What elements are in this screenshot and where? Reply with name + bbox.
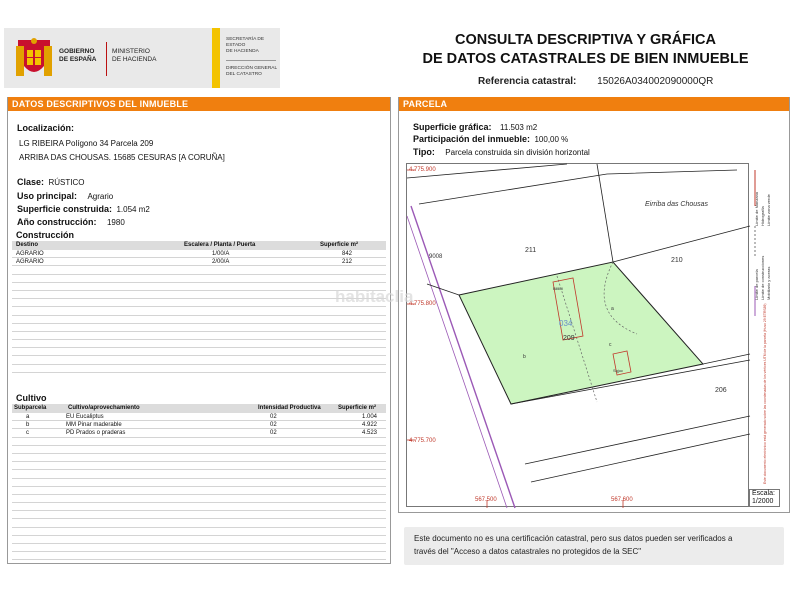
table-row	[12, 250, 386, 258]
empty-row	[12, 536, 386, 544]
parcel-boundary	[597, 164, 613, 262]
header-bold: INMUEBLE	[139, 99, 189, 109]
empty-row	[12, 552, 386, 560]
legend-item: Mobiliario y aceras	[766, 266, 771, 300]
cell-subparcela: c	[26, 430, 29, 437]
coord-y3: 4.775.700	[409, 438, 436, 444]
legend-item: Límite zona verde	[766, 194, 771, 226]
col-intensidad: Intensidad Productiva	[258, 405, 321, 411]
parcel-boundary	[525, 416, 750, 464]
empty-row	[12, 283, 386, 291]
scale-box	[749, 489, 780, 507]
ref-label: Referencia catastral:	[478, 76, 577, 87]
parcel-9008-label: 9008	[429, 254, 443, 260]
tipo-value: Parcela construida sin división horizontal	[445, 148, 590, 157]
empty-row	[12, 487, 386, 495]
place-name: Eirriba das Chousas	[645, 201, 709, 208]
construccion-table	[12, 241, 386, 373]
legend-item: Límite de parcela	[754, 269, 759, 300]
cell-intensidad: 02	[270, 422, 277, 429]
parcel-boundary	[703, 354, 750, 364]
participacion-label: Participación del inmueble:	[413, 134, 531, 144]
localizacion-line1: LG RIBEIRA Polígono 34 Parcela 209	[19, 139, 154, 148]
coat-of-arms-icon	[14, 36, 54, 82]
construccion-title: Construcción	[16, 230, 75, 240]
legend-item: Límite de construcciones	[760, 255, 765, 300]
document-title: CONSULTA DESCRIPTIVA Y GRÁFICA DE DATOS CATASTRALES DE BIEN INMUEBLE	[422, 32, 749, 67]
tipo-label: Tipo:	[413, 147, 435, 157]
empty-row	[12, 356, 386, 364]
map-legend	[752, 166, 778, 486]
empty-row	[12, 348, 386, 356]
legend-item: Hidrografía	[760, 206, 765, 226]
empty-row	[12, 299, 386, 307]
secretaria-text: SECRETARÍA DE ESTADO DE HACIENDA	[226, 37, 265, 54]
parcel-211-label: 211	[525, 247, 537, 254]
cell-intensidad: 02	[270, 430, 277, 437]
cell-intensidad: 02	[270, 414, 277, 420]
col-subparcela: Subparcela	[14, 405, 47, 411]
col-cultivo: Cultivo/aprovechamiento	[68, 405, 140, 411]
logo-divider	[106, 42, 107, 76]
cell-subparcela: b	[26, 422, 30, 429]
superficie-grafica-value: 11.503 m2	[499, 123, 538, 132]
empty-row	[12, 454, 386, 462]
ref-value: 15026A034002090000QR	[597, 76, 714, 87]
empty-row	[12, 438, 386, 446]
cell-cultivo: EU Eucaliptus	[66, 414, 104, 420]
legend-note: Este documento electrónico está generado sobre las coordenadas de los vértices UTM de la parcela (Huso 29 ETRS89)	[763, 303, 767, 484]
cell-superficie: 4.922	[362, 422, 378, 429]
clase-label: Clase:	[17, 177, 45, 187]
parcel-209-label: 209	[563, 335, 575, 342]
verification-note	[404, 527, 784, 565]
direccion-text: DIRECCIÓN GENERAL DEL CATASTRO	[226, 66, 278, 77]
scale-value: 1/2000	[752, 498, 774, 505]
empty-row	[12, 479, 386, 487]
coord-y2: 4.775.800	[409, 301, 436, 307]
col-escalera: Escalera / Planta / Puerta	[184, 242, 256, 248]
empty-row	[12, 462, 386, 470]
participacion-value: 100,00 %	[534, 135, 569, 144]
col-superficie: Superficie m²	[338, 405, 377, 411]
parcel-poly-label: 034	[559, 319, 573, 328]
coord-x1: 567.500	[475, 497, 497, 503]
tipo-row	[413, 142, 590, 160]
subparcel-c-label: c	[609, 342, 612, 348]
parcel-boundary	[531, 434, 750, 482]
construccion-header-row	[12, 241, 386, 250]
empty-row	[12, 528, 386, 536]
col-destino: Destino	[16, 242, 39, 248]
subparcel-b-label: b	[523, 354, 526, 360]
empty-row	[12, 324, 386, 332]
government-logo-block	[4, 28, 280, 88]
cell-escalera: 2/00/A	[212, 259, 230, 266]
empty-row	[12, 446, 386, 454]
scale-label: Escala:	[752, 490, 775, 497]
empty-row	[12, 316, 386, 324]
parcel-boundary	[419, 170, 737, 204]
map-legend-drawing	[752, 166, 778, 486]
cell-superficie: 212	[342, 259, 353, 266]
empty-row	[12, 519, 386, 527]
superficie-value: 1.054 m2	[116, 205, 150, 214]
cell-escalera: 1/00/A	[212, 251, 230, 257]
datos-descriptivos-panel	[7, 97, 391, 564]
empty-row	[12, 275, 386, 283]
parcel-210-label: 210	[671, 257, 683, 264]
localizacion-line2: ARRIBA DAS CHOUSAS. 15685 CESURAS [A CORUÑA]	[19, 153, 225, 162]
empty-row	[12, 511, 386, 519]
table-row	[12, 429, 386, 437]
cell-subparcela: a	[26, 414, 30, 420]
anio-row	[17, 212, 125, 230]
superficie-grafica-label: Superficie gráfica:	[413, 122, 492, 132]
legend-item: Límite de Manzana	[754, 191, 759, 226]
superficie-label: Superficie construida:	[17, 204, 113, 214]
empty-row	[12, 503, 386, 511]
anio-value: 1980	[106, 218, 125, 227]
cultivo-table	[12, 404, 386, 560]
cell-destino: AGRARIO	[16, 259, 44, 266]
localizacion-label: Localización:	[17, 123, 75, 133]
logo-yellow-bar	[212, 28, 220, 88]
empty-row	[12, 470, 386, 478]
cell-superficie: 1.004	[362, 414, 378, 420]
ministerio-text: MINISTERIO DE HACIENDA	[112, 48, 157, 63]
col-superficie: Superficie m²	[320, 242, 359, 248]
cell-superficie: 4.523	[362, 430, 378, 437]
cell-destino: AGRARIO	[16, 251, 44, 257]
gobierno-text: GOBIERNO DE ESPAÑA	[59, 48, 97, 63]
uso-value: Agrario	[87, 192, 114, 201]
cultivo-header-row	[12, 404, 386, 413]
empty-row	[12, 332, 386, 340]
header-prefix: DATOS DESCRIPTIVOS DEL	[12, 99, 137, 109]
parcel-209-area	[459, 262, 703, 404]
building-1-label: Bllllllll	[553, 286, 563, 291]
note-line-1: Este documento no es una certificación catastral, pero sus datos pueden ser verificados a	[414, 534, 733, 543]
empty-row	[12, 266, 386, 274]
table-row	[12, 258, 386, 266]
cell-cultivo: PD Prados o praderas	[66, 430, 126, 437]
uso-label: Uso principal:	[17, 191, 78, 201]
logo-subdivider	[226, 60, 276, 61]
coord-y1: 4.775.900	[409, 167, 436, 173]
datos-descriptivos-header	[8, 97, 390, 111]
referencia-catastral	[478, 76, 713, 87]
empty-row	[12, 340, 386, 348]
coord-x2: 567.600	[611, 497, 633, 503]
empty-row	[12, 544, 386, 552]
empty-row	[12, 365, 386, 373]
parcel-206-label: 206	[715, 387, 727, 394]
note-line-2: través del "Acceso a datos catastrales no protegidos de la SEC"	[414, 547, 642, 556]
watermark: habitaclia	[335, 287, 414, 306]
cultivo-title: Cultivo	[16, 393, 47, 403]
cell-superficie: 842	[342, 251, 353, 257]
subparcel-a-label: a	[611, 306, 614, 312]
parcela-header: PARCELA	[399, 97, 789, 111]
empty-row	[12, 495, 386, 503]
building-2-label: Sqjuc	[613, 368, 624, 373]
table-row	[12, 413, 386, 421]
empty-row	[12, 291, 386, 299]
anio-label: Año construcción:	[17, 217, 97, 227]
table-row	[12, 421, 386, 429]
empty-row	[12, 307, 386, 315]
clase-value: RÚSTICO	[48, 178, 85, 187]
cell-cultivo: MM Pinar maderable	[66, 422, 122, 429]
